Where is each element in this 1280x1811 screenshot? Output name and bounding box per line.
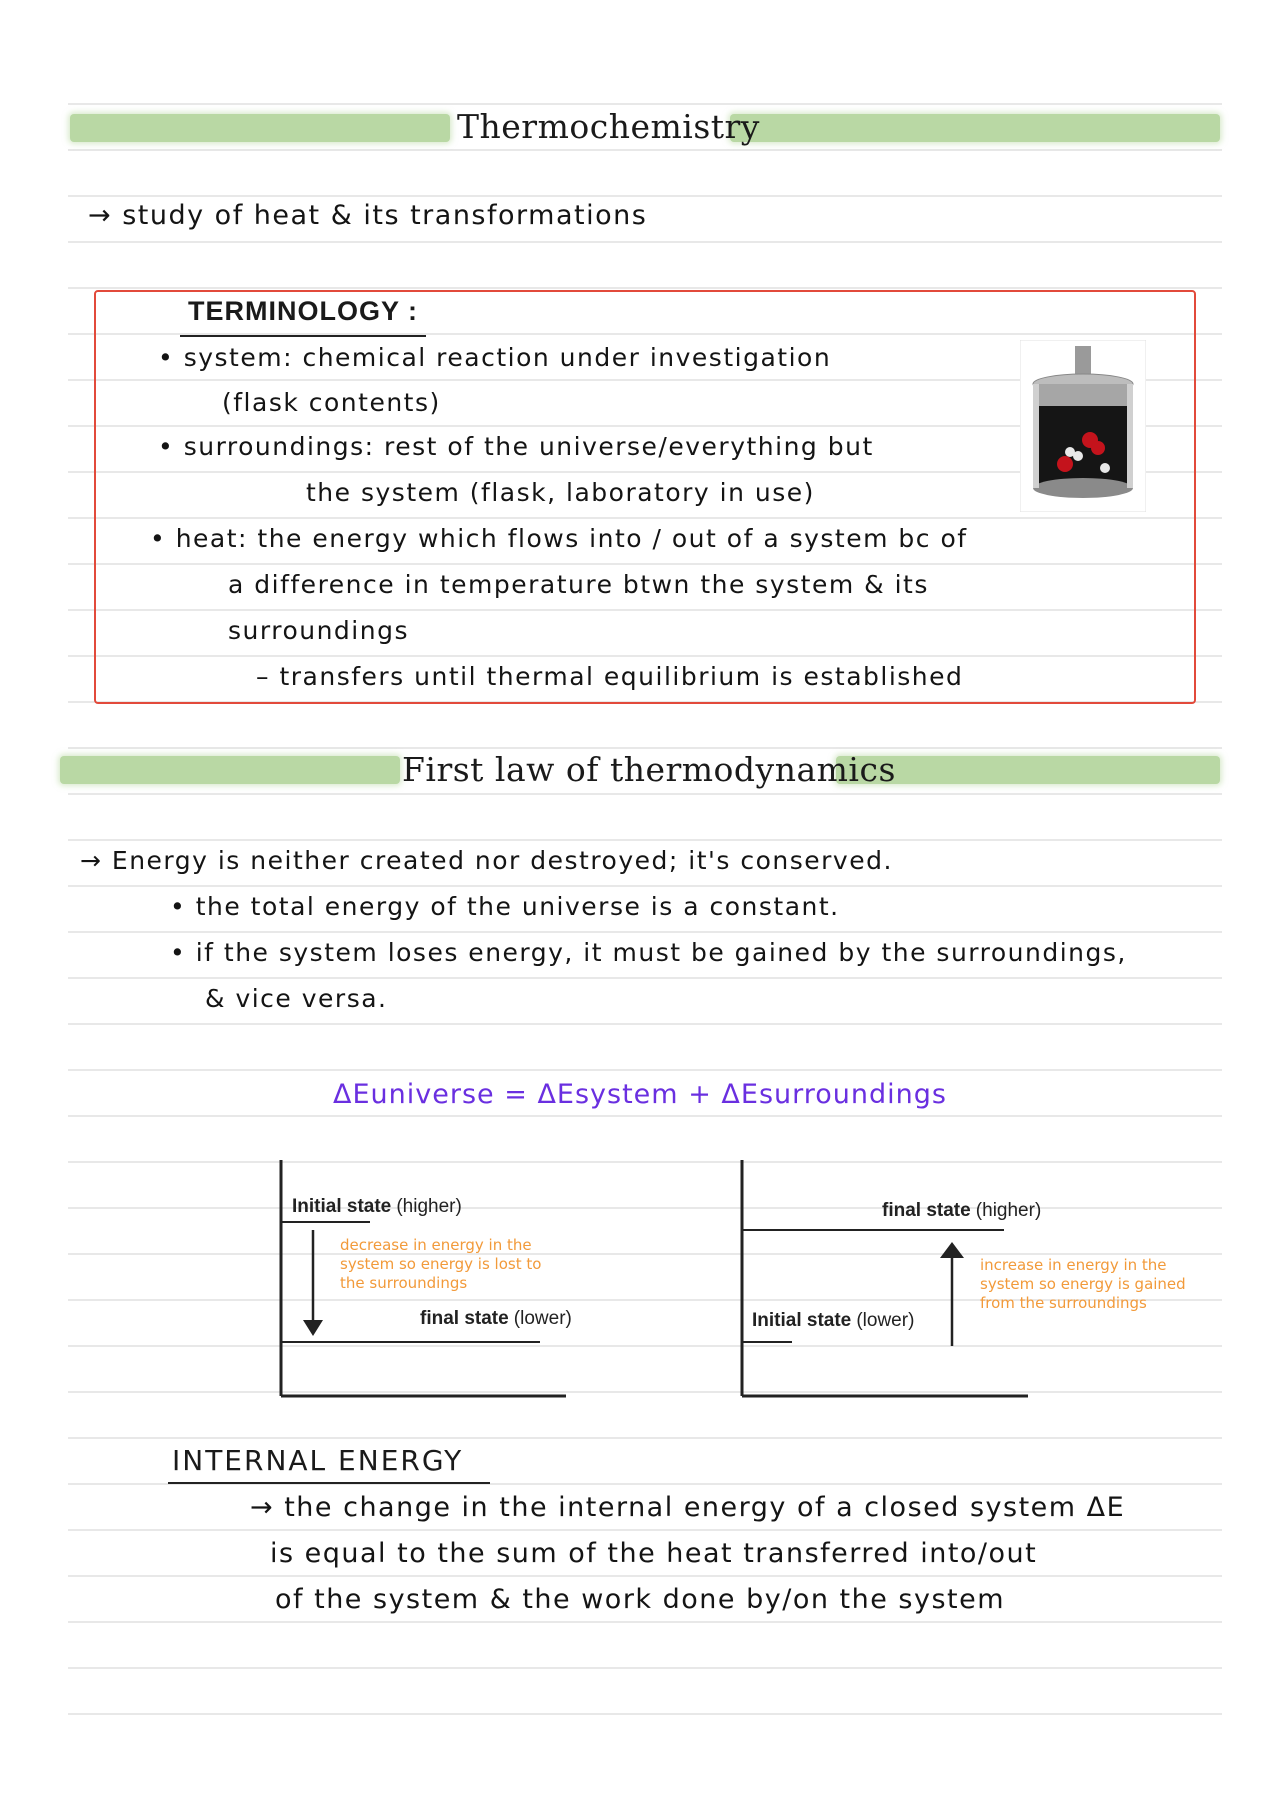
right-increase-note: increase in energy in the system so energy is gained from the surroundings	[980, 1256, 1186, 1312]
left-final-state	[420, 1308, 572, 1330]
first-law-line3: • if the system loses energy, it must be gained by the surroundings,	[170, 938, 1127, 967]
left-final-qualifier: (lower)	[513, 1308, 572, 1329]
internal-energy-title: INTERNAL ENERGY	[172, 1444, 464, 1477]
terminology-title: TERMINOLOGY :	[188, 296, 419, 326]
right-final-qualifier: (higher)	[975, 1200, 1042, 1221]
term-system-line1: • system: chemical reaction under investigation	[158, 343, 832, 372]
piston-cylinder-illustration	[1020, 340, 1146, 512]
right-initial-qualifier: (lower)	[856, 1310, 915, 1331]
term-heat-line2: a difference in temperature btwn the system & its	[228, 570, 929, 599]
right-initial-state	[752, 1310, 914, 1332]
equation-equals: =	[504, 1079, 528, 1110]
equation-plus: +	[688, 1079, 712, 1110]
left-decrease-note: decrease in energy in the system so energy is lost to the surroundings	[340, 1236, 542, 1292]
first-law-line2: • the total energy of the universe is a constant.	[170, 892, 840, 921]
internal-energy-line2: is equal to the sum of the heat transferred into/out	[270, 1538, 1038, 1569]
right-final-state	[882, 1200, 1041, 1222]
delta-e-universe: ΔEuniverse	[333, 1079, 495, 1110]
right-final-label: final state	[882, 1200, 971, 1221]
first-law-line1: → Energy is neither created nor destroyed; it's conserved.	[80, 846, 893, 875]
definition-text: → study of heat & its transformations	[88, 200, 648, 231]
first-law-band-left	[60, 756, 400, 784]
term-surroundings-line1: • surroundings: rest of the universe/everything but	[158, 432, 874, 461]
term-surroundings-line2: the system (flask, laboratory in use)	[306, 478, 815, 507]
term-system-line2: (flask contents)	[222, 388, 441, 417]
internal-energy-line3: of the system & the work done by/on the system	[275, 1584, 1006, 1615]
term-heat-line3: surroundings	[228, 616, 409, 645]
terminology-underline	[180, 335, 426, 337]
left-initial-qualifier: (higher)	[396, 1196, 462, 1217]
delta-e-system: ΔEsystem	[537, 1079, 679, 1110]
page-title: Thermochemistry	[457, 107, 760, 146]
internal-energy-underline	[168, 1482, 490, 1484]
left-initial-label: Initial state	[292, 1196, 392, 1217]
right-initial-label: Initial state	[752, 1310, 852, 1331]
title-band-left	[70, 114, 450, 142]
first-law-line4: & vice versa.	[205, 984, 388, 1013]
first-law-title: First law of thermodynamics	[402, 750, 896, 789]
delta-e-surroundings: ΔEsurroundings	[721, 1079, 947, 1110]
term-heat-line4: – transfers until thermal equilibrium is established	[256, 662, 964, 691]
term-heat-line1: • heat: the energy which flows into / out of a system bc of	[150, 524, 968, 553]
left-final-label: final state	[420, 1308, 509, 1329]
left-initial-state	[292, 1196, 462, 1218]
energy-equation	[0, 1079, 1280, 1110]
title-band-right	[730, 114, 1220, 142]
internal-energy-line1: → the change in the internal energy of a closed system ΔE	[250, 1492, 1126, 1523]
